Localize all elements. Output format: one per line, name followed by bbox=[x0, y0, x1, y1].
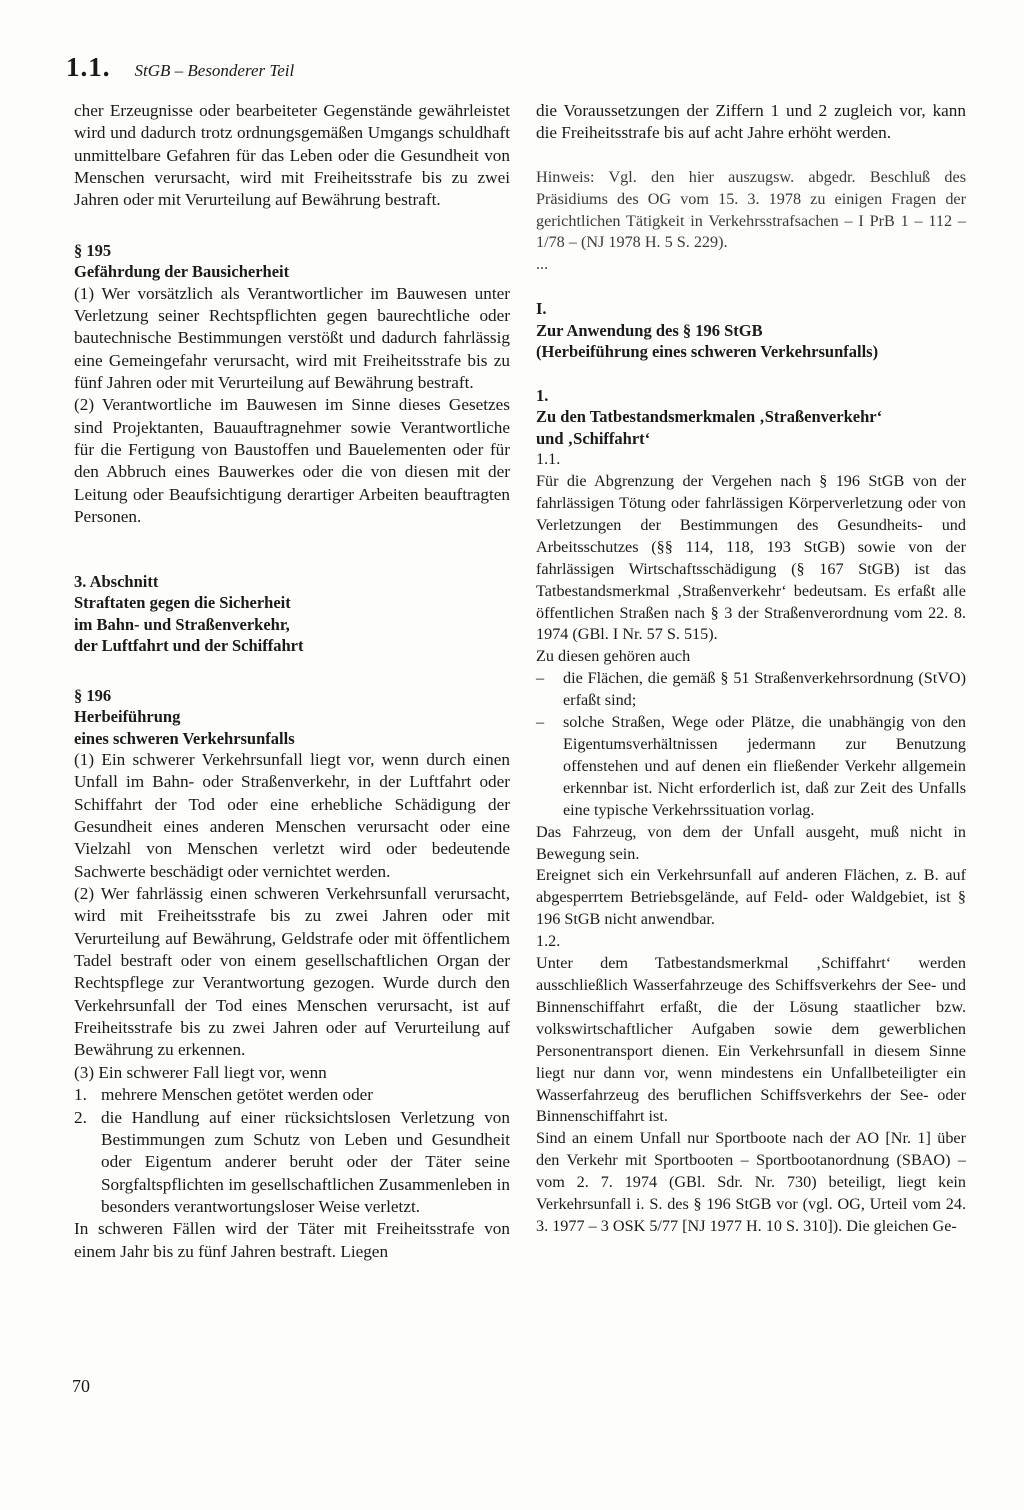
part-title-line-2: (Herbeiführung eines schweren Verkehrsunfalls) bbox=[536, 342, 879, 362]
part-number: I. bbox=[536, 299, 547, 319]
hinweis-note: Hinweis: Vgl. den hier auszugsw. abgedr. Beschluß des Präsidiums des OG vom 15. 3. 1978 zu einigen Fragen der gerichtlichen Tätigkeit in Verkehrsstrafsachen – I PrB 1 – 112 –1/78 – (NJ 1978 H. 5 S. 229). bbox=[536, 167, 966, 252]
list-item-text: die Flächen, die gemäß § 51 Straßenverkehrsordnung (StVO) erfaßt sind; bbox=[563, 669, 966, 710]
list-item bbox=[536, 668, 966, 712]
right-column bbox=[536, 100, 966, 1238]
s196-para-4: In schweren Fällen wird der Täter mit Freiheitsstrafe von einem Jahr bis zu fünf Jahren bestraft. Liegen bbox=[74, 1219, 510, 1261]
list-marker: 2. bbox=[74, 1107, 87, 1127]
list-marker: – bbox=[536, 669, 545, 688]
part-title-line-1: Zur Anwendung des § 196 StGB bbox=[536, 320, 763, 340]
point-paragraph: Unter dem Tatbestandsmerkmal ‚Schiffahrt‘ werden ausschließlich Wasserfahrzeuge des Schiffsverkehrs der See- und Binnenschiffahrt erfaßt, die der Lösung staatlicher bzw. volkswirtschaftlicher Aufgaben sowie dem gewerblichen Personentransport dienen. Ein Verkehrsunfall in diesem Sinne liegt nur dann vor, wenn mindestens ein Unfallbeteiligter ein Wasserfahrzeug des beruflichen Schiffsverkehrs der See- oder Binnenschiffahrt ist. bbox=[536, 954, 966, 1126]
header-title: StGB – Besonderer Teil bbox=[134, 61, 295, 80]
s196-para-3: (3) Ein schwerer Fall liegt vor, wenn bbox=[74, 1062, 327, 1082]
list-marker: – bbox=[536, 713, 545, 732]
s196-title-line-2: eines schweren Verkehrsunfalls bbox=[74, 728, 295, 748]
list-item bbox=[74, 1107, 510, 1219]
abschnitt-label: 3. Abschnitt bbox=[74, 571, 159, 591]
s195-para-2: (2) Verantwortliche im Bauwesen im Sinne dieses Gesetzes sind Projektanten, Bauauftragnehmer sowie Verantwortliche für die Fertigung von Baustoffen und Bauelementen oder für den Abbruch eines Bauwerkes oder die von diesen mit der Leitung oder Beaufsichtigung derartiger Arbeiten beauftragten Personen. bbox=[74, 395, 510, 527]
abschnitt-title-line-2: im Bahn- und Straßenverkehr, bbox=[74, 614, 290, 634]
point-paragraph: Das Fahrzeug, von dem der Unfall ausgeht, muß nicht in Bewegung sein. bbox=[536, 822, 966, 863]
list-marker: 1. bbox=[74, 1085, 87, 1105]
left-column bbox=[74, 100, 510, 1263]
s195-title: Gefährdung der Bausicherheit bbox=[74, 262, 290, 282]
list-item bbox=[74, 1084, 510, 1106]
s195-para-1: (1) Wer vorsätzlich als Verantwortlicher im Bauwesen unter Verletzung seiner Rechtspflichten gegen baurechtliche oder bautechnische Bestimmungen verstößt und dadurch fahrlässig eine Gemeingefahr verursacht, wird mit Freiheitsstrafe bis zu fünf Jahren oder mit Verurteilung auf Bewährung bestraft. bbox=[74, 283, 510, 393]
list-item-text: mehrere Menschen getötet werden oder bbox=[101, 1085, 374, 1105]
s195-number: § 195 bbox=[74, 240, 112, 260]
section-number: 1.1. bbox=[66, 52, 111, 82]
s196-number: § 196 bbox=[74, 685, 112, 705]
point-paragraph: Für die Abgrenzung der Vergehen nach § 196 StGB von der fahrlässigen Tötung oder fahrlässigen Körperverletzung oder von Verletzungen der Bestimmungen des Gesundheits- und Arbeitsschutzes (§§ 114, 118, 193 StGB) sowie von der fahrlässigen Wirtschaftsschädigung (§ 167 StGB) ist das Tatbestandsmerkmal ‚Straßenverkehr‘ bedeutsam. Es erfaßt alle öffentlichen Straßen nach § 3 der Straßenverordnung vom 22. 8. 1974 (GBl. I Nr. 57 S. 515). bbox=[536, 472, 966, 644]
list-item bbox=[536, 712, 966, 822]
list-item-text: solche Straßen, Wege oder Plätze, die unabhängig von den Eigentumsverhältnissen jedermann zur Benutzung offenstehen und auf denen ein fließender Verkehr allgemein erkennbar ist. Nicht erforderlich ist, daß zur Zeit des Unfalls eine typische Verkehrssituation vorlag. bbox=[563, 713, 966, 819]
subsection-title-line-1: Zu den Tatbestandsmerkmalen ‚Straßenverkehr‘ bbox=[536, 407, 883, 427]
subsection-number: 1. bbox=[536, 385, 549, 405]
point-number: 1.1. bbox=[536, 450, 561, 469]
running-header bbox=[66, 52, 294, 83]
intro-paragraph: cher Erzeugnisse oder bearbeiteter Gegenstände gewährleistet wird und dadurch trotz ordnungsgemäßen Umgangs schuldhaft unmittelbare Gefahren für das Leben oder die Gesundheit von Menschen verursacht, wird mit Freiheitsstrafe bis zu zwei Jahren oder mit Verurteilung auf Bewährung bestraft. bbox=[74, 101, 510, 210]
point-paragraph: Zu diesen gehören auch bbox=[536, 647, 691, 666]
abschnitt-title-line-3: der Luftfahrt und der Schiffahrt bbox=[74, 636, 304, 655]
point-number: 1.2. bbox=[536, 932, 561, 951]
s196-para-2: (2) Wer fahrlässig einen schweren Verkehrsunfall verursacht, wird mit Freiheitsstrafe bis zu zwei Jahren oder mit Verurteilung auf Bewährung, Geldstrafe oder mit öffentlichem Tadel bestraft oder von einem gesellschaftlichen Organ der Rechtspflege zur Verantwortung gezogen. Wurde durch den Verkehrsunfall der Tod eines Menschen verursacht, ist auf Freiheitsstrafe bis zu zwei Jahren oder auf Verurteilung auf Bewährung zu erkennen. bbox=[74, 884, 510, 1060]
subsection-title-line-2: und ‚Schiffahrt‘ bbox=[536, 428, 651, 448]
page-number: 70 bbox=[72, 1376, 90, 1396]
point-paragraph: Ereignet sich ein Verkehrsunfall auf anderen Flächen, z. B. auf abgesperrtem Betriebsgelände, auf Feld- oder Waldgebiet, ist § 196 StGB nicht anwendbar. bbox=[536, 866, 966, 929]
s196-para-1: (1) Ein schwerer Verkehrsunfall liegt vor, wenn durch einen Unfall im Bahn- oder Straßenverkehr, in der Luftfahrt oder Schiffahrt der Tod oder eine erhebliche Schädigung der Gesundheit eines anderen Menschen verursacht oder eine Vielzahl von Menschen verletzt wird oder bedeutende Sachwerte beschädigt oder vernichtet werden. bbox=[74, 750, 510, 881]
ellipsis: ... bbox=[536, 255, 549, 274]
continuation-paragraph: die Voraussetzungen der Ziffern 1 und 2 zugleich vor, kann die Freiheitsstrafe bis auf acht Jahre erhöht werden. bbox=[536, 101, 966, 143]
list-item-text: die Handlung auf einer rücksichtslosen Verletzung von Bestimmungen zum Schutz von Leben und Gesundheit oder Eigentum anderer beruht oder der Täter seine Sorgfaltspflichten im gesellschaftlichen Zusammenleben in besonders verantwortungsloser Weise verletzt. bbox=[101, 1107, 510, 1216]
s196-title-line-1: Herbeiführung bbox=[74, 707, 181, 726]
point-paragraph: Sind an einem Unfall nur Sportboote nach der AO [Nr. 1] über den Verkehr mit Sportbooten – Sportbootanordnung (SBAO) – vom 2. 7. 1974 (GBl. Sdr. Nr. 730) beteiligt, liegt kein Verkehrsunfall i. S. des § 196 StGB vor (vgl. OG, Urteil vom 24. 3. 1977 – 3 OSK 5/77 [NJ 1977 H. 10 S. 310]). Die gleichen Ge- bbox=[536, 1129, 966, 1235]
abschnitt-title-line-1: Straftaten gegen die Sicherheit bbox=[74, 593, 291, 612]
